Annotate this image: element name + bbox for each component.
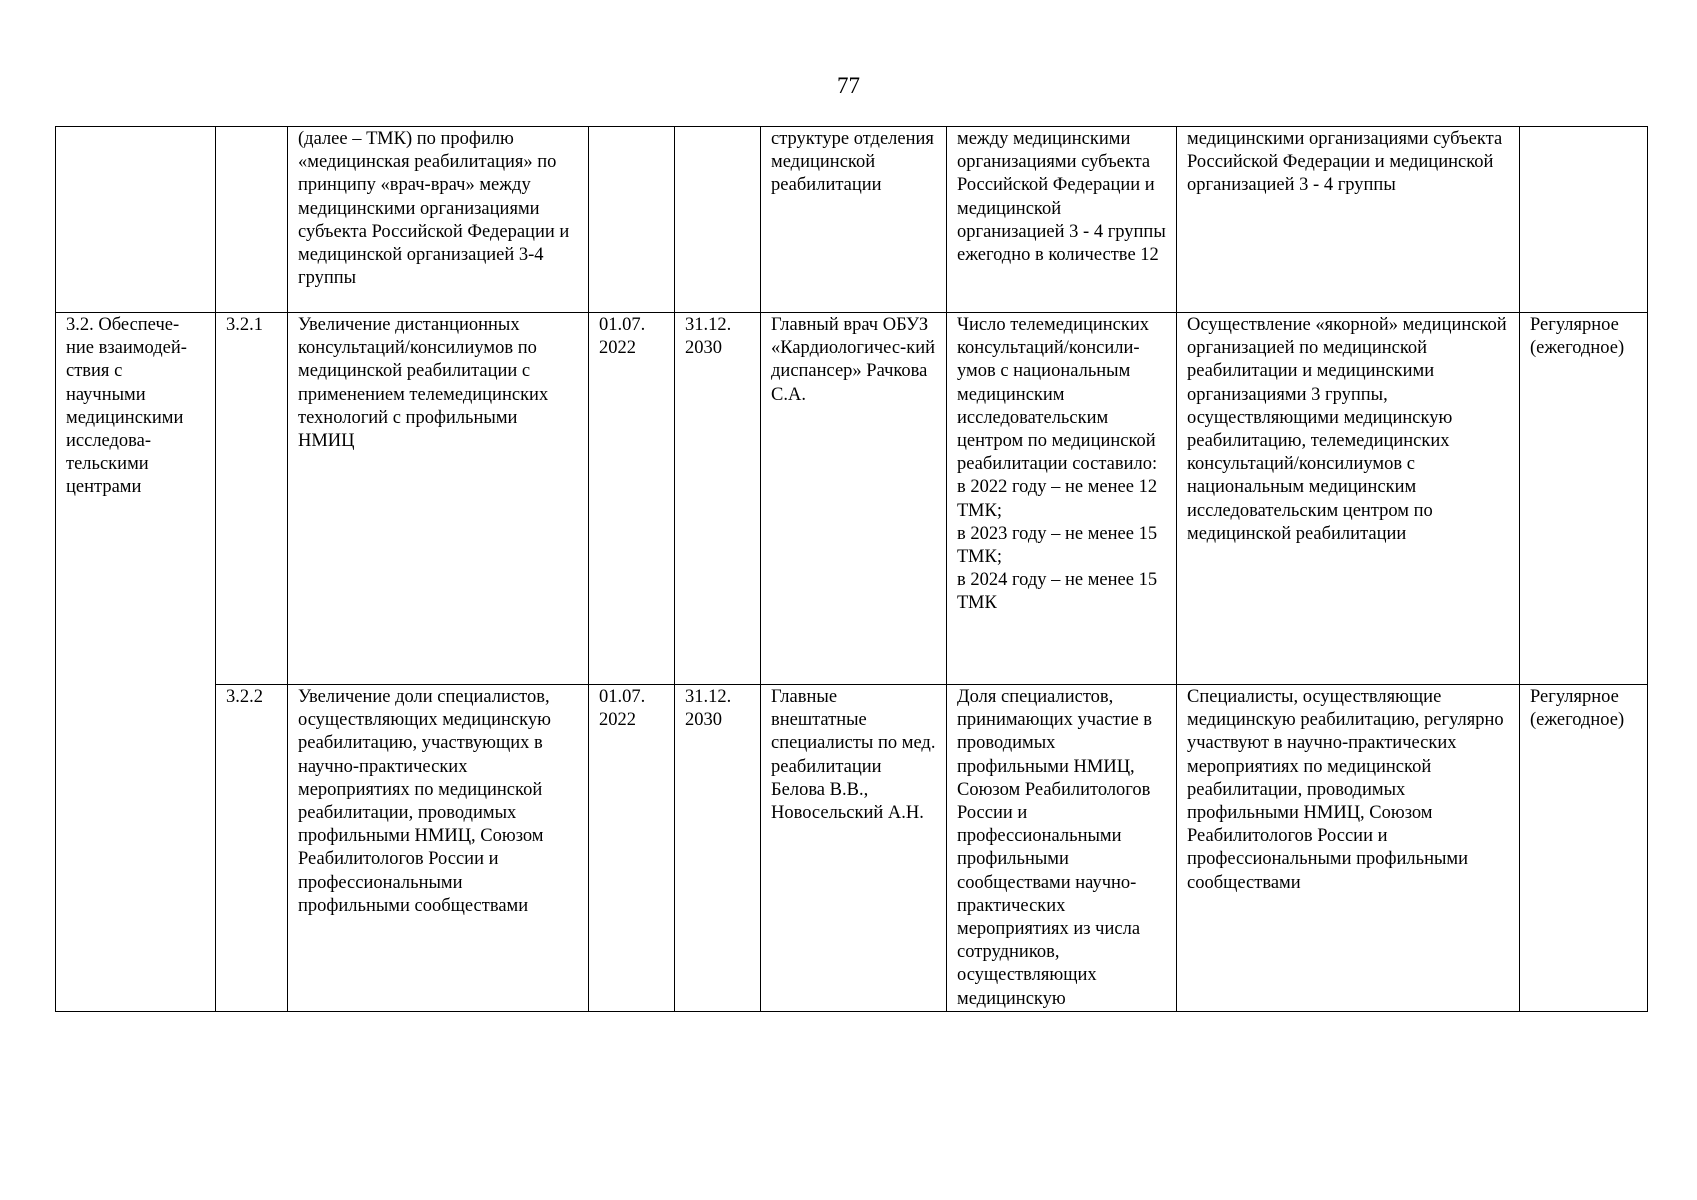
result-cell: Осуществление «якорной» медицинской организацией по медицинской реабилитации и медицинскими организациями 3 группы, осуществляющими медицинскую реабилитацию, телемедицинских консультаций/консилиумов с национальным медицинским исследовательским центром по медицинской реабилитации — [1177, 313, 1520, 685]
table-row — [56, 127, 1648, 313]
start-date-cell — [589, 127, 675, 313]
frequency-cell: Регулярное (ежегодное) — [1520, 685, 1648, 1012]
result-cell: медицинскими организациями субъекта Российской Федерации и медицинской организацией 3 - 4 группы — [1177, 127, 1520, 313]
code-cell: 3.2.1 — [216, 313, 288, 685]
code-cell — [216, 127, 288, 313]
responsible-cell: Главный врач ОБУЗ «Кардиологичес-кий диспансер» Рачкова С.А. — [761, 313, 947, 685]
page-number: 77 — [837, 73, 860, 98]
end-date-cell: 31.12. 2030 — [675, 685, 761, 1012]
activity-cell: Увеличение дистанционных консультаций/консилиумов по медицинской реабилитации с применением телемедицинских технологий с профильными НМИЦ — [288, 313, 589, 685]
activity-cell: Увеличение доли специалистов, осуществляющих медицинскую реабилитацию, участвующих в научно-практических мероприятиях по медицинской реабилитации, проводимых профильными НМИЦ, Союзом Реабилитологов России и профессиональными профильными сообществами — [288, 685, 589, 1012]
end-date-cell: 31.12. 2030 — [675, 313, 761, 685]
code-cell: 3.2.2 — [216, 685, 288, 1012]
task-cell — [56, 127, 216, 313]
indicator-cell: между медицинскими организациями субъекта Российской Федерации и медицинской организацией 3 - 4 группы ежегодно в количестве 12 — [947, 127, 1177, 313]
end-date-cell — [675, 127, 761, 313]
indicator-cell: Число телемедицинских консультаций/консили-умов с национальным медицинским исследовательским центром по медицинской реабилитации составило: в 2022 году – не менее 12 ТМК; в 2023 году – не менее 15 ТМК; в 2024 году – не менее 15 ТМК — [947, 313, 1177, 685]
frequency-cell — [1520, 127, 1648, 313]
table-row — [56, 313, 1648, 685]
start-date-cell: 01.07. 2022 — [589, 685, 675, 1012]
task-cell: 3.2. Обеспече- ние взаимодей- ствия с научными медицинскими исследова- тельскими центрами — [56, 313, 216, 1012]
activity-cell: (далее – ТМК) по профилю «медицинская реабилитация» по принципу «врач-врач» между медицинскими организациями субъекта Российской Федерации и медицинской организацией 3-4 группы — [288, 127, 589, 313]
start-date-cell: 01.07. 2022 — [589, 313, 675, 685]
action-plan-table — [55, 126, 1648, 1012]
responsible-cell: структуре отделения медицинской реабилитации — [761, 127, 947, 313]
table-row — [56, 685, 1648, 1012]
frequency-cell: Регулярное (ежегодное) — [1520, 313, 1648, 685]
indicator-cell: Доля специалистов, принимающих участие в проводимых профильными НМИЦ, Союзом Реабилитологов России и профессиональными профильными сообществами научно-практических мероприятиях из числа сотрудников, осуществляющих медицинскую — [947, 685, 1177, 1012]
result-cell: Специалисты, осуществляющие медицинскую реабилитацию, регулярно участвуют в научно-практических мероприятиях по медицинской реабилитации, проводимых профильными НМИЦ, Союзом Реабилитологов России и профессиональными профильными сообществами — [1177, 685, 1520, 1012]
responsible-cell: Главные внештатные специалисты по мед. реабилитации Белова В.В., Новосельский А.Н. — [761, 685, 947, 1012]
